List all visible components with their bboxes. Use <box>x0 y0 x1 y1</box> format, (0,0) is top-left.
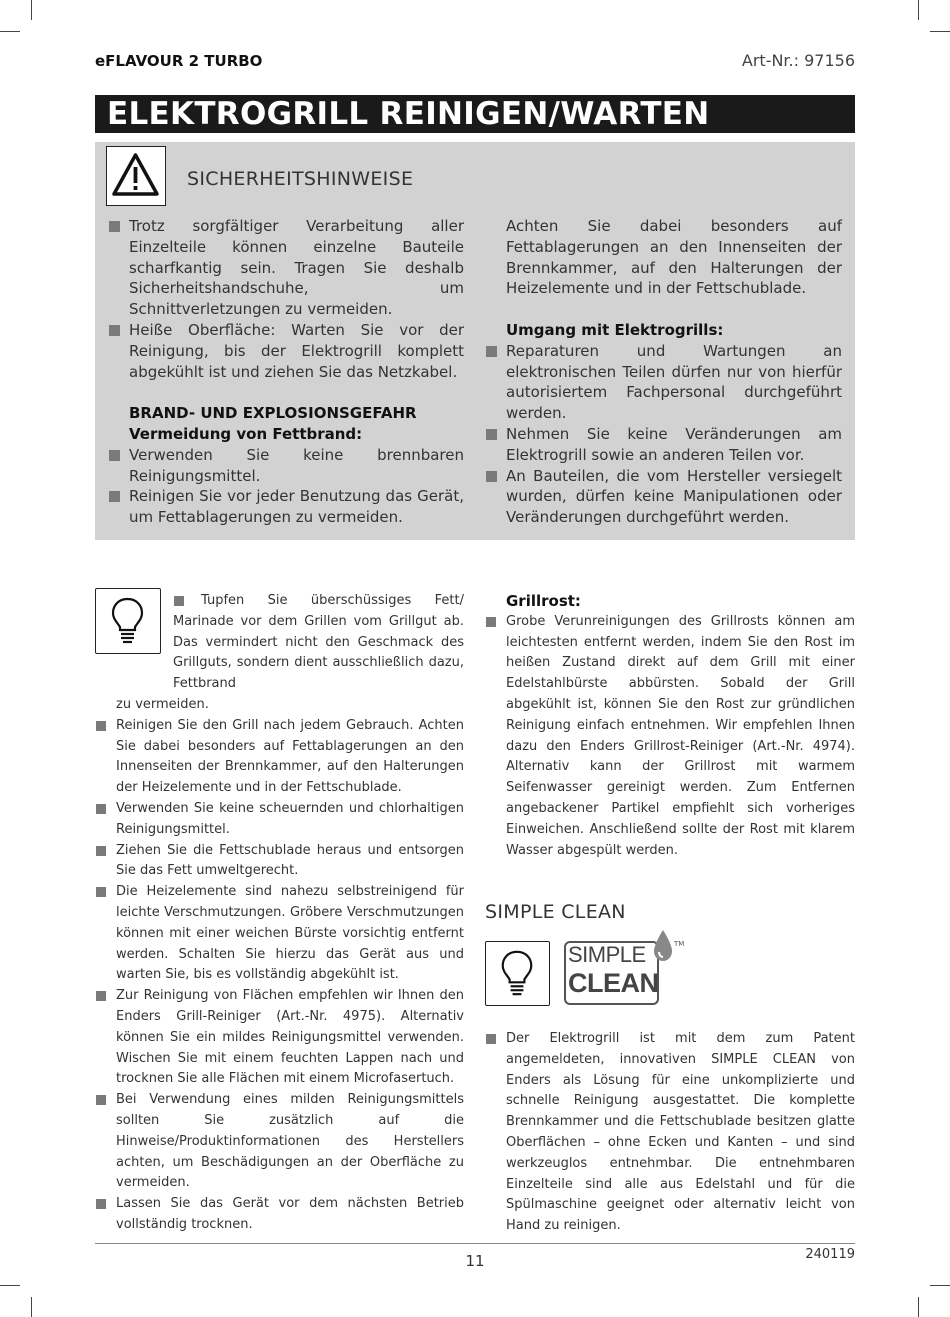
crop-mark <box>0 31 20 32</box>
product-name: eFLAVOUR 2 TURBO <box>95 52 263 70</box>
grillrost-section <box>485 591 855 861</box>
safety-box <box>95 142 855 540</box>
safety-left-column <box>108 216 464 528</box>
simple-clean-text: Der Elektrogrill ist mit dem zum Patent angemeldeten, innovativen SIMPLE CLEAN von Enders als Lösung für eine unkomplizierte und schnelle Reinigung ausgestattet. Die komplette Brennkammer und die Fettschublade besitzen glatte Oberflächen – ohne Ecken und Kanten – und sind werkzeuglos entnehmbar. Die entnehmbaren Einzelteile sind alle aus Edelstahl und für die Spülmaschine geeignet oder alternativ leicht von Hand zu reinigen. <box>485 1029 855 1237</box>
tip-item: Bei Verwendung eines milden Reinigungsmittels sollten Sie zusätzlich auf die Hinweise/Produktinformationen des Herstellers achten, um Beschädigungen an der Oberfläche zu vermeiden. <box>95 1090 464 1194</box>
crop-mark <box>930 1285 950 1286</box>
tip-item: Verwenden Sie keine scheuernden und chlorhaltigen Reinigungsmittel. <box>95 799 464 841</box>
tip-item: Zur Reinigung von Flächen empfehlen wir Ihnen den Enders Grill-Reiniger (Art.-Nr. 4975). Alternativ können Sie ein mildes Reinigungsmittel verwenden. Wischen Sie mit einem feuchten Lappen nach und trocknen Sie alle Flächen mit einem Microfasertuch. <box>95 986 464 1090</box>
lightbulb-icon <box>486 942 548 1004</box>
safety-paragraph: Achten Sie dabei besonders auf Fettablagerungen an den Innenseiten der Brennkammer, auf den Halterungen der Heizelemente und in der Fettschublade. <box>506 217 842 298</box>
water-drop-icon <box>651 928 675 964</box>
grease-fire-subheading: Vermeidung von Fettbrand: <box>129 424 363 443</box>
logo-trademark: TM <box>674 940 685 948</box>
logo-word-clean: CLEAN <box>568 968 659 998</box>
safety-bullet: An Bauteilen, die vom Hersteller versiegelt wurden, dürfen keine Manipulationen oder Veränderungen durchgeführt werden. <box>485 466 842 528</box>
tip-first-rest: Marinade vor dem Grillen vom Grillgut ab. Das vermindert nicht den Geschmack des Grillguts, sondern dient ausschließlich dazu, Fettbrand <box>173 613 464 692</box>
page-number: 11 <box>465 1252 485 1270</box>
tip-item: Lassen Sie das Gerät vor dem nächsten Betrieb vollständig trocknen. <box>95 1194 464 1236</box>
safety-bullet: Heiße Oberfläche: Warten Sie vor der Reinigung, bis der Elektrogrill komplett abgekühlt ist und ziehen Sie das Netzkabel. <box>108 320 464 382</box>
tip-item: Reinigen Sie den Grill nach jedem Gebrauch. Achten Sie dabei besonders auf Fettablagerungen an den Innenseiten der Brennkammer, auf den Halterungen der Heizelemente und in der Fettschublade. <box>95 716 464 799</box>
crop-mark <box>930 31 950 32</box>
electric-grill-subheading: Umgang mit Elektrogrills: <box>506 320 724 339</box>
grillrost-heading: Grillrost: <box>506 592 581 610</box>
safety-bullet: Reinigen Sie vor jeder Benutzung das Gerät, um Fettablagerungen zu vermeiden. <box>108 486 464 528</box>
safety-heading: SICHERHEITSHINWEISE <box>187 168 414 190</box>
document-code: 240119 <box>805 1247 855 1262</box>
crop-mark <box>0 1285 20 1286</box>
crop-mark <box>31 1297 32 1317</box>
crop-mark <box>31 0 32 20</box>
safety-bullet: Reparaturen und Wartungen an elektronischen Teilen dürfen nur von hierfür autorisiertem Fachpersonal durchgeführt werden. <box>485 341 842 424</box>
warning-icon-box <box>106 146 166 206</box>
tips-column <box>95 591 464 1236</box>
simple-clean-section <box>485 1029 855 1237</box>
page-title: ELEKTROGRILL REINIGEN/WARTEN <box>95 95 855 133</box>
logo-word-simple: SIMPLE <box>568 942 646 967</box>
safety-bullet: Nehmen Sie keine Veränderungen am Elektrogrill sowie an anderen Teilen vor. <box>485 424 842 466</box>
footer-divider <box>95 1243 855 1244</box>
tip-icon-box <box>485 941 550 1006</box>
fire-hazard-heading: BRAND- UND EXPLOSIONSGEFAHR <box>129 404 417 423</box>
tip-first-tail: zu vermeiden. <box>116 696 209 712</box>
tip-item: Die Heizelemente sind nahezu selbstreinigend für leichte Verschmutzungen. Gröbere Verschmutzungen können mit einer weichen Bürste vorsichtig entfernt werden. Schalten Sie hierzu das Gerät aus und warten Sie, bis es vollständig abgekühlt ist. <box>95 882 464 986</box>
article-number: Art-Nr.: 97156 <box>741 51 855 70</box>
simple-clean-heading: SIMPLE CLEAN <box>485 901 626 923</box>
safety-bullet: Trotz sorgfältiger Verarbeitung aller Einzelteile können einzelne Bauteile scharfkantig sein. Tragen Sie deshalb Sicherheitshandschuhe, um Schnittverletzungen zu vermeiden. <box>108 216 464 320</box>
safety-right-column <box>485 216 842 528</box>
grillrost-text: Grobe Verunreinigungen des Grillrosts können am leichtesten entfernt werden, indem Sie den Rost im heißen Zustand direkt auf dem Grill mit einer Edelstahlbürste abbürsten. Sobald der Grill abgekühlt ist, können Sie den Rost zur gründlichen Reinigung einfach entnehmen. Wir empfehlen Ihnen dazu den Enders Grillrost-Reiniger (Art.-Nr. 4974). Alternativ kann der Grillrost mit warmem Seifenwasser gereinigt werden. Zum Entfernen angebackener Partikel empfiehlt sich vorheriges Einweichen. Anschließend sollte der Rost mit klarem Wasser abgespült werden. <box>485 612 855 862</box>
simple-clean-logo <box>564 928 684 1008</box>
tip-first-line: Tupfen Sie überschüssiges Fett/ <box>173 591 464 612</box>
safety-bullet: Verwenden Sie keine brennbaren Reinigungsmittel. <box>108 445 464 487</box>
crop-mark <box>918 1297 919 1317</box>
tip-item: Ziehen Sie die Fettschublade heraus und entsorgen Sie das Fett umweltgerecht. <box>95 841 464 883</box>
warning-triangle-icon <box>107 147 164 204</box>
crop-mark <box>918 0 919 20</box>
